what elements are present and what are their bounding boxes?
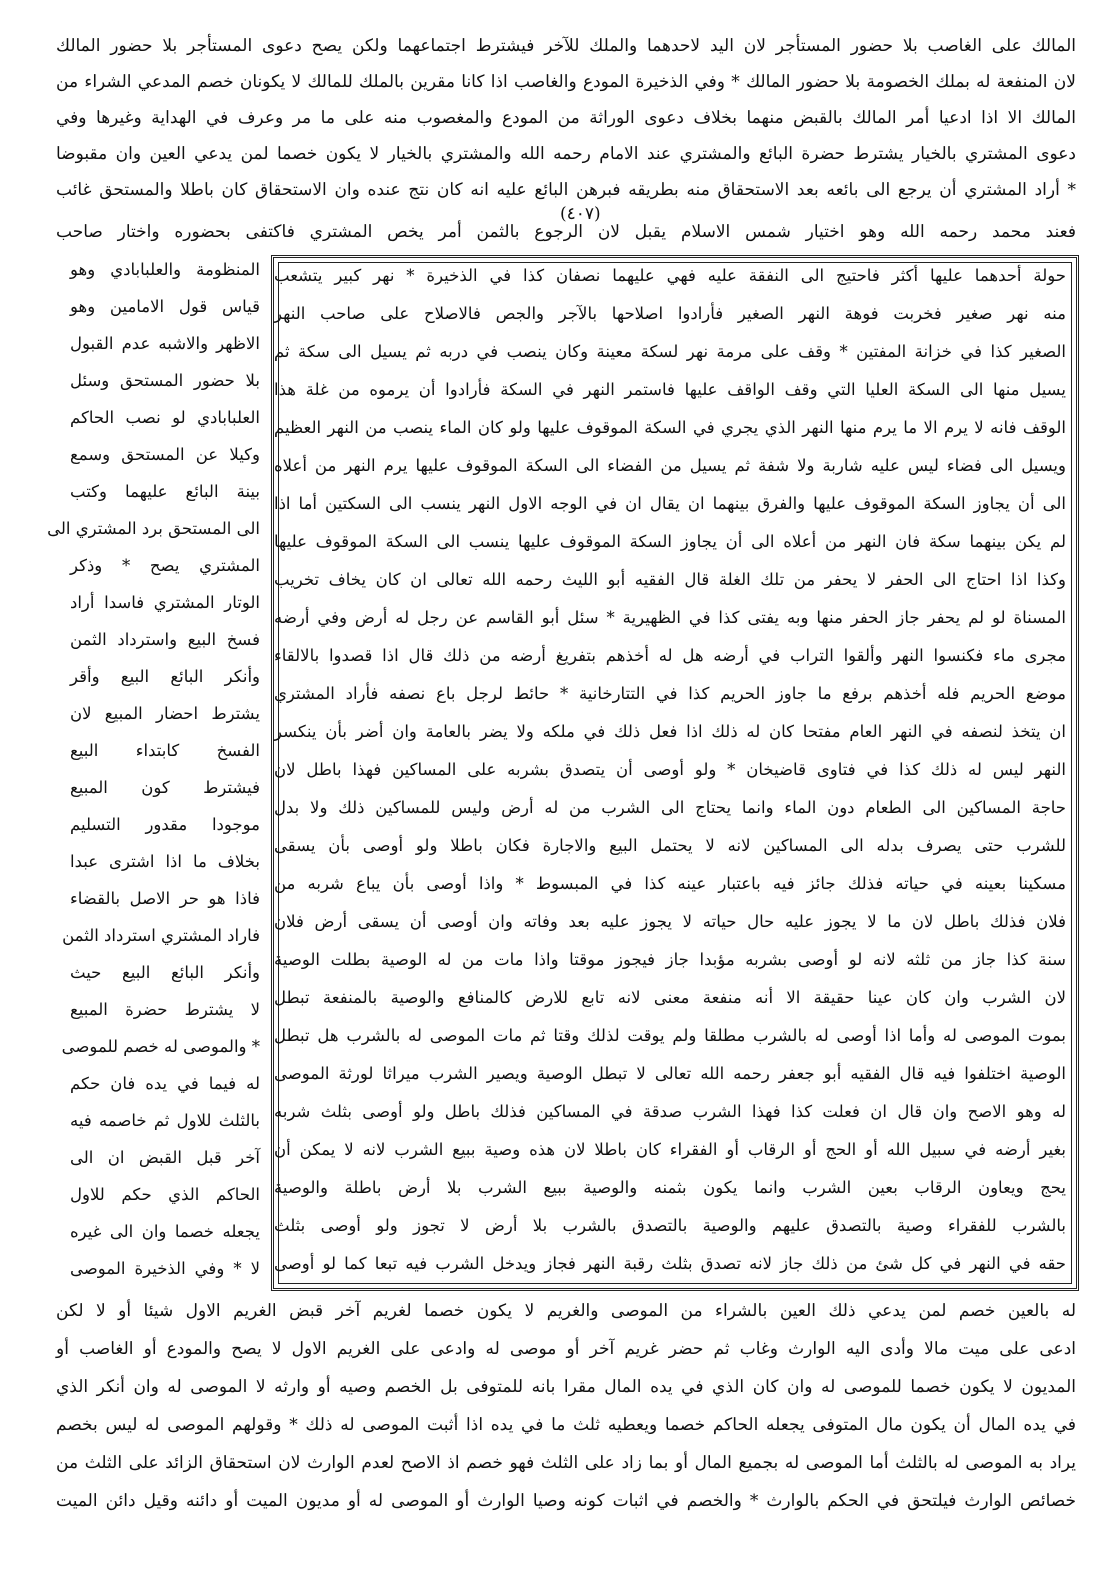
margin-line: آخر قبل القبض ان الى xyxy=(70,1148,260,1167)
main-line: بغير أرضه في سبيل الله أو الحج أو الرقاب أو الفقراء كان باطلا لان هذه وصية ببيع الشرب لانه لا يمكن أن xyxy=(274,1140,1066,1159)
bottom-line: خصائص الوارث فيلتحق في الحكم بالوارث * والخصم في اثبات كونه وصيا الوارث أو الموصى له أو مديون الميت أو دائنه وقيل دائن الميت xyxy=(56,1491,1076,1511)
margin-line: فاراد المشتري استرداد الثمن xyxy=(62,926,260,945)
main-line: النهر ليس له ذلك كذا في فتاوى قاضيخان * ولو أوصى أن يتصدق بشربه على المساكين فهذا باطل لان xyxy=(274,760,1066,779)
main-line: لم يكن بينهما سكة فان النهر من أعلاه الى أن يجاوز السكة الموقوف عليها ينسب الى السكة الموقوف عليها xyxy=(274,532,1066,551)
margin-line: يشترط احضار المبيع لان xyxy=(70,704,260,723)
main-line: بالشرب للفقراء وصية بالتصدق عليهم والوصية بالتصدق بالشرب بلا أرض لا تجوز ولو أوصى بثلث xyxy=(274,1216,1066,1235)
margin-line: له فيما في يده فان حكم xyxy=(70,1074,260,1093)
margin-line: الفسخ كابتداء البيع xyxy=(70,741,260,760)
main-line: منه نهر صغير فخربت فوهة النهر الصغير فأرادوا اصلاحها بالآجر والجص فالاصلاح على صاحب النهر xyxy=(274,304,1066,323)
margin-line: لا يشترط حضرة المبيع xyxy=(70,1000,260,1019)
margin-line: قياس قول الامامين وهو xyxy=(70,297,260,316)
main-line: وكذا اذا احتاج الى الحفر لا يحفر من تلك الغلة قال الفقيه أبو الليث رحمه الله تعالى ان كان يخاف تخريب xyxy=(274,570,1066,589)
top-line: فعند محمد رحمه الله وهو اختيار شمس الاسلام يقبل لان الرجوع بالثمن أمر يخص المشتري فاكتفى بحضوره واختار صاحب xyxy=(56,222,1076,242)
main-line: ان يتخذ لنصفه في النهر العام مفتحا كان له ذلك اذا فعل ذلك في ملكه ولا يضر بالعامة وان أضر بأن ينكسر xyxy=(274,722,1066,741)
main-line: له وهو الاصح وان قال ان فعلت كذا فهذا الشرب صدقة في المساكين فذلك باطل ولو أوصى بثلث شربه xyxy=(274,1102,1066,1121)
main-line: سنة كذا جاز من ثلثه لانه لو أوصى بشربه مؤبدا جاز فيجوز موقتا واذا مات من له الوصية بطلت الوصية xyxy=(274,950,1066,969)
margin-line: لا * وفي الذخيرة الموصى xyxy=(70,1259,260,1278)
margin-line: المنظومة والعلبابادي وهو xyxy=(70,260,260,279)
margin-line: بلا حضور المستحق وسئل xyxy=(70,371,260,390)
main-line: يسيل منها الى السكة العليا التي وقف الواقف عليها فاستمر النهر في السكة فأرادوا أن يرموه من غلة هذا xyxy=(274,380,1066,399)
top-line: * أراد المشتري أن يرجع الى بائعه بعد الاستحقاق منه بطريقه فبرهن البائع عليه انه كان نتج عنده وان الاستحقاق كان باطلا والمستحق غائب xyxy=(56,180,1076,200)
margin-line: الاظهر والاشبه عدم القبول xyxy=(70,334,260,353)
margin-line: * والموصى له خصم للموصى xyxy=(61,1037,260,1056)
main-line: يحج ويعاون الرقاب بعين الشرب وانما يكون بثمنه والوصية ببيع الشرب بلا أرض باطلة والوصية xyxy=(274,1178,1066,1197)
margin-line: يجعله خصما وان الى غيره xyxy=(70,1222,260,1241)
main-line: لان الشرب وان كان عينا حقيقة الا أنه منفعة معنى لانه تابع للارض كالمنافع والوصية بالمنفعة تبطل xyxy=(274,988,1066,1007)
top-line: لان المنفعة له بملك الخصومة بلا حضور المالك * وفي الذخيرة المودع والغاصب اذا كانا مقرين بالملك للمالك لا يكونان خصم المدعي الشراء من xyxy=(56,72,1076,92)
margin-line: الى المستحق برد المشتري الى xyxy=(47,519,260,538)
margin-line: الحاكم الذي حكم للاول xyxy=(70,1185,260,1204)
margin-line: وكيلا عن المستحق وسمع xyxy=(70,445,260,464)
margin-line: فاذا هو حر الاصل بالقضاء xyxy=(70,889,260,908)
margin-line: موجودا مقدور التسليم xyxy=(70,815,260,834)
main-line: للشرب حتى يصرف بدله الى المساكين لانه لا يحتمل البيع والاجارة فكان باطلا ولو أوصى بأن يسقى xyxy=(274,836,1066,855)
main-line: الوصية اختلفوا فيه قال الفقيه أبو جعفر رحمه الله تعالى لا تبطل الوصية ويصير الشرب ميراثا لورثة الموصى xyxy=(274,1064,1066,1083)
margin-line: بخلاف ما اذا اشترى عبدا xyxy=(70,852,260,871)
bottom-line: المديون لا يكون خصما للموصى له وان كان الذي في يده المال مقرا بانه للمتوفى بل الخصم وصيه أو وارثه لا الموصى له وان أنكر الذي xyxy=(56,1377,1076,1397)
bottom-line: له بالعين خصم لمن يدعي ذلك العين بالشراء من الموصى والغريم لا يكون خصما لغريم آخر قبض الغريم الاول شيئا أو لا لكن xyxy=(56,1301,1076,1321)
main-line: المسناة لو لم يحفر جاز الحفر منها وبه يفتى كذا في الظهيرية * سئل أبو القاسم عن رجل له أرض وفي أرضه xyxy=(274,608,1066,627)
main-line: فلان فذلك باطل لان ما لا يجوز عليه حال حياته لا يجوز عليه بعد وفاته وان أوصى أن يسقى أرض فلان xyxy=(274,912,1066,931)
bottom-line: ادعى على ميت مالا وأدى اليه الوارث وغاب ثم حضر غريم آخر أو موصى له وادعى على الغريم الاول لا يصح والمودع أو الغاصب أو xyxy=(56,1339,1076,1359)
main-line: حقه في النهر في كل شئ من ذلك جاز لانه تصدق بثلث رقبة النهر فجاز ويدخل الشرب فيه تبعا كما لو أوصى xyxy=(274,1254,1066,1273)
main-line: الوقف فانه لا يرم الا ما يرم منها النهر الذي يجري في السكة الموقوف عليها ولو كان الماء ينصب من النهر العظيم xyxy=(274,418,1066,437)
page-number: (٤٠٧) xyxy=(560,204,601,224)
top-line: المالك على الغاصب بلا حضور المستأجر لان اليد لاحدهما والملك للآخر فيشترط اجتماعهما ولكن يصح دعوى المستأجر بلا حضور المالك xyxy=(56,36,1076,56)
margin-line: العلبابادي لو نصب الحاكم xyxy=(70,408,260,427)
main-line: حاجة المساكين الى الطعام دون الماء وانما يحتاج الى الشرب من له أرض وليس للمساكين ذلك ولا بدل xyxy=(274,798,1066,817)
main-line: موضع الحريم فله أخذهم برفع ما جاوز الحريم كذا في التتارخانية * حائط لرجل باع نصفه فأراد المشتري xyxy=(274,684,1066,703)
bottom-line: في يده المال أن يكون مال المتوفى يجعله الحاكم خصما ويعطيه ثلث ما في يده اذا أثبت الموصى له ذلك * وقولهم الموصى له ليس بخصم xyxy=(56,1415,1076,1435)
main-line: مجرى ماء فكنسوا النهر وألقوا التراب في أرضه هل له أخذهم بتفريغ أرضه من ذلك قال اذا قصدوا بالالقاء xyxy=(274,646,1066,665)
main-line: مسكينا بعينه في حياته فذلك جائز فيه باعتبار عينه كذا في المبسوط * واذا أوصى بأن يباع شربه من xyxy=(274,874,1066,893)
margin-line: الوتار المشتري فاسدا أراد xyxy=(70,593,260,612)
margin-line: فيشترط كون المبيع xyxy=(70,778,260,797)
margin-line: المشتري يصح * وذكر xyxy=(70,556,260,575)
margin-line: بينة البائع عليهما وكتب xyxy=(70,482,260,501)
top-line: دعوى المشتري بالخيار يشترط حضرة البائع والمشتري عند الامام رحمه الله والمشتري بالخيار لا يكون خصما لمن يدعي العين وان مقبوضا xyxy=(56,144,1076,164)
main-line: ويسيل الى فضاء ليس عليه شاربة ولا شفة ثم يسيل من الفضاء الى السكة الموقوف عليها يرم النهر من أعلاه xyxy=(274,456,1066,475)
margin-line: بالثلث للاول ثم خاصمه فيه xyxy=(70,1111,260,1130)
main-line: الى أن يجاوز السكة الموقوف عليها والفرق بينهما ان يقال ان في الوجه الاول النهر ينسب الى السكتين أما اذا xyxy=(274,494,1066,513)
main-line: الصغير كذا في خزانة المفتين * وقف على مرمة نهر لسكة معينة وكان ينصب في دربه ثم يسيل الى سكة ثم xyxy=(274,342,1066,361)
top-line: المالك الا اذا ادعيا أمر المالك بالقبض منهما بخلاف دعوى الوراثة من المودع والمغصوب منه على ما مر وعرف في الهداية وغيرها وفي xyxy=(56,108,1076,128)
margin-line: وأنكر البائع البيع حيث xyxy=(70,963,260,982)
margin-line: وأنكر البائع البيع وأقر xyxy=(70,667,260,686)
margin-line: فسخ البيع واسترداد الثمن xyxy=(70,630,260,649)
main-line: بموت الموصى له وأما اذا أوصى له بالشرب مطلقا ولم يوقت لذلك وقتا ثم مات الموصى له بالشرب هل تبطل xyxy=(274,1026,1066,1045)
bottom-line: يراد به الموصى له بالثلث أما الموصى له بجميع المال أو بما زاد على الثلث فهو خصم اذ الاصح لعدم الوارث لان استحقاق الزائد على الثلث من xyxy=(56,1453,1076,1473)
main-line: حولة أحدهما عليها أكثر فاحتيج الى النفقة عليه فهي عليهما نصفان كذا في الذخيرة * نهر كبير يتشعب xyxy=(274,266,1066,285)
